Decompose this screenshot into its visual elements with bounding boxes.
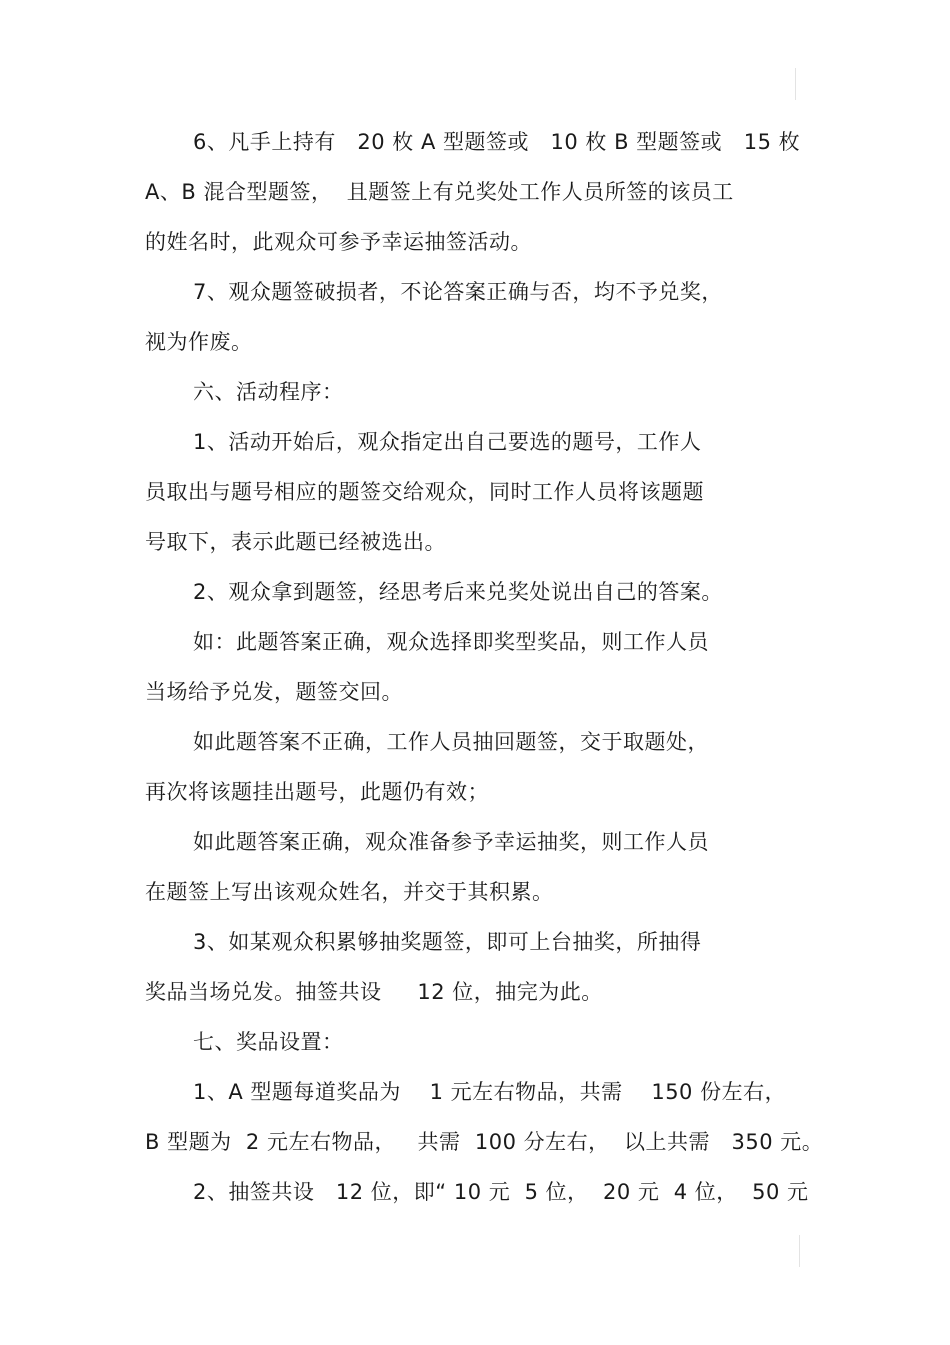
section-heading: 七、奖品设置：: [193, 1030, 344, 1054]
paragraph-line: 视为作废。: [145, 330, 253, 354]
paragraph-line: 1、活动开始后，观众指定出自己要选的题号，工作人: [193, 430, 702, 454]
paragraph-line: 如此题答案不正确，工作人员抽回题签，交于取题处，: [193, 730, 709, 754]
paragraph-line: 员取出与题号相应的题签交给观众，同时工作人员将该题题: [145, 480, 704, 504]
section-heading: 六、活动程序：: [193, 380, 344, 404]
paragraph-line: 6、凡手上持有 20 枚 A 型题签或 10 枚 B 型题签或 15 枚: [193, 130, 801, 154]
paragraph-line: 再次将该题挂出题号，此题仍有效；: [145, 780, 489, 804]
paragraph-line: 1、A 型题每道奖品为 1 元左右物品，共需 150 份左右，: [193, 1080, 787, 1104]
paragraph-line: 的姓名时，此观众可参予幸运抽签活动。: [145, 230, 532, 254]
paragraph-line: 奖品当场兑发。抽签共设 12 位，抽完为此。: [145, 980, 603, 1004]
margin-mark-top: [795, 68, 796, 100]
paragraph-line: 2、观众拿到题签，经思考后来兑奖处说出自己的答案。: [193, 580, 723, 604]
paragraph-line: 2、抽签共设 12 位，即“ 10 元 5 位， 20 元 4 位， 50 元: [193, 1180, 809, 1204]
margin-mark-bottom: [799, 1235, 800, 1267]
paragraph-line: 7、观众题签破损者，不论答案正确与否，均不予兑奖，: [193, 280, 723, 304]
paragraph-line: 如：此题答案正确，观众选择即奖型奖品，则工作人员: [193, 630, 709, 654]
paragraph-line: 在题签上写出该观众姓名，并交于其积累。: [145, 880, 554, 904]
paragraph-line: 号取下，表示此题已经被选出。: [145, 530, 446, 554]
paragraph-line: A、B 混合型题签， 且题签上有兑奖处工作人员所签的该员工: [145, 180, 734, 204]
paragraph-line: 如此题答案正确，观众准备参予幸运抽奖，则工作人员: [193, 830, 709, 854]
paragraph-line: 3、如某观众积累够抽奖题签，即可上台抽奖，所抽得: [193, 930, 702, 954]
paragraph-line: 当场给予兑发，题签交回。: [145, 680, 403, 704]
paragraph-line: B 型题为 2 元左右物品， 共需 100 分左右， 以上共需 350 元。: [145, 1130, 824, 1154]
